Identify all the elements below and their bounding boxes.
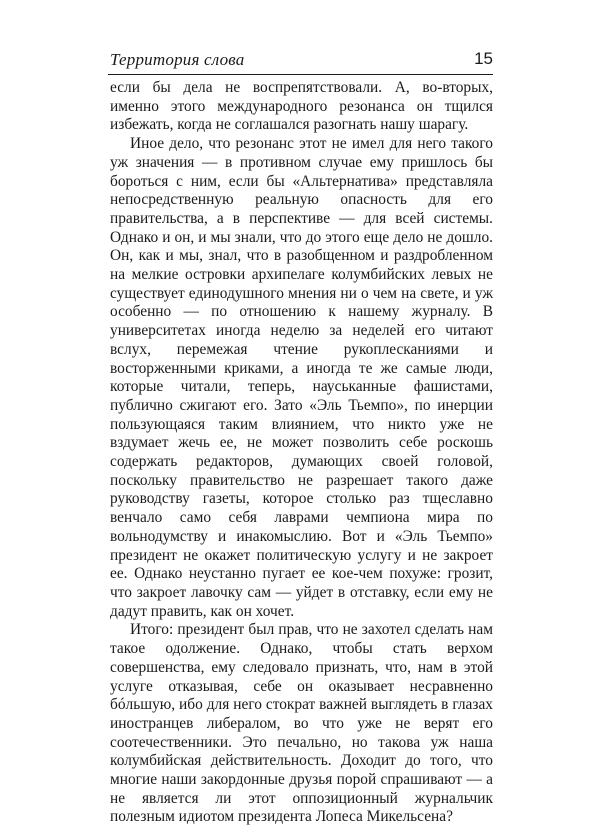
paragraph: Иное дело, что резонанс этот не имел для него такого уж значения — в противном случае ему пришлось бы бороться с ним, если бы «Альтернатива» представляла непосредственную реальную опасность для его правительства, а в перспективе — для всей системы. Однако и он, и мы знали, что до этого еще дело не дошло. Он, как и мы, знал, что в разобщенном и раздробленном на мелкие островки архипелаге колумбийских левых не существует единодушного мнения ни о чем на свете, и уж особенно — по отношению к нашему журналу. В университетах иногда неделю за неделей его читают вслух, перемежая чтение рукоплесканиями и восторженными криками, а иногда те же самые люди, которые читали, теперь, науськанные фашистами, публично сжигают его. Зато «Эль Тьемпо», по инерции пользующаяся таким влиянием, что никто уже не вздумает жечь ее, не может позволить себе роскошь содержать редакторов, думающих своей головой, поскольку правительство не разрешает такого даже руководству газеты, которое столько раз тщеславно венчало само себя лаврами чемпиона мира по вольнодумству и инакомыслию. Вот и «Эль Тьемпо» президент не окажет политическую услугу и не закроет ее. Однако неустанно пугает ее кое-чем похуже: грозит, что закроет лавочку сам — уйдет в отставку, если ему не дадут править, как он хочет. [110,135,493,620]
running-title: Территория слова [110,50,245,69]
paragraph-continued: если бы дела не воспрепятствовали. А, во-вторых, именно этого международного резонанса он тщился избежать, когда не соглашался разогнать нашу шарагу. [110,79,493,134]
header-rule [108,74,493,75]
paragraph: Итого: президент был прав, что не захотел сделать нам такое одолжение. Однако, чтобы стать верхом совершенства, ему следовало признать, что, нам в этой услуге отказывая, себе он оказывает несравненно бóльшую, ибо для него стократ важней выглядеть в глазах иностранцев либералом, во что уже не верят его соотечественники. Это печально, но такова уж наша колумбийская действительность. Доходит до того, что многие наши закордонные друзья порой спрашивают — а не является ли этот оппозиционный журнальчик полезным идиотом президента Лопеса Микельсена? [110,621,493,826]
page-number: 15 [474,49,493,68]
body-text [110,79,493,827]
page-header [108,48,493,72]
